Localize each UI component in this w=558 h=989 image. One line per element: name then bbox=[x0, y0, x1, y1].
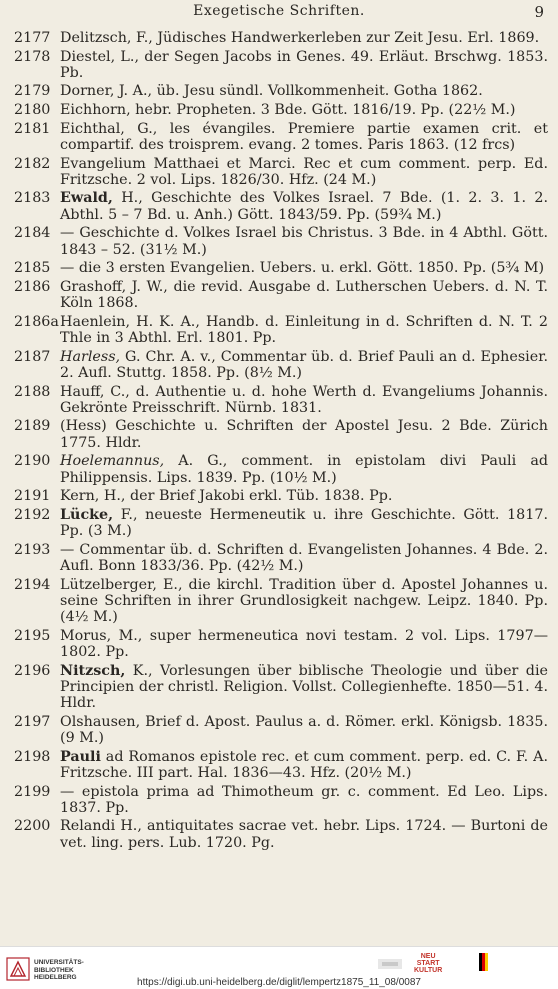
catalog-entry bbox=[0, 784, 558, 817]
permalink-url[interactable]: https://digi.ub.uni-heidelberg.de/diglit/lempertz1875_11_08/0087 bbox=[137, 977, 421, 988]
entry-text: die 3 ersten Evangelien. Uebers. u. erkl. Gött. 1850. Pp. (5¾ M) bbox=[74, 260, 545, 277]
entry-text: C., d. Authentie u. d. hohe Werth d. Evangeliums Johannis. Gekrönte Preisschrift. Nürnb. 1831. bbox=[60, 383, 548, 416]
federal-eagle-icon bbox=[478, 951, 492, 975]
entry-number: 2187 bbox=[14, 348, 51, 365]
entry-author: Pauli bbox=[60, 748, 101, 765]
catalog-entry bbox=[0, 349, 558, 382]
entry-text: G., les évangiles. Premiere partie examen crit. et compartif. des troisprem. evang. 2 tomes. Paris 1863. (12 frcs) bbox=[60, 120, 548, 153]
viewer-footer bbox=[0, 946, 558, 989]
entry-author: Haenlein, bbox=[60, 313, 131, 330]
entry-number: 2180 bbox=[14, 102, 51, 119]
entry-author: Harless, bbox=[60, 348, 121, 365]
entry-number: 2182 bbox=[14, 155, 51, 172]
catalog-entry bbox=[0, 628, 558, 661]
entry-number: 2178 bbox=[14, 48, 51, 65]
entry-text: M., super hermeneutica novi testam. 2 vol. Lips. 1797—1802. Pp. bbox=[60, 627, 548, 661]
entry-text: L., der Segen Jacobs in Genes. 49. Erläut. Brschwg. 1853. Pb. bbox=[60, 48, 548, 81]
entry-number: 2194 bbox=[14, 576, 51, 593]
entry-author: Olshausen, bbox=[60, 713, 141, 730]
catalog-entry bbox=[0, 384, 558, 417]
entry-text: hebr. Propheten. 3 Bde. Gött. 1816/19. Pp. (22½ M.) bbox=[130, 102, 516, 119]
entry-text: Matthaei et Marci. Rec et cum comment. perp. Ed. Fritzsche. 2 vol. Lips. 1826/30. Hfz. (24 M.) bbox=[60, 155, 548, 188]
entry-author: Morus, bbox=[60, 627, 112, 644]
entry-text: H., Geschichte des Volkes Israel. 7 Bde. (1. 2. 3. 1. 2. Abthl. 5 – 7 Bd. u. Anh.) Gött. 1843/59. Pp. (59¾ M.) bbox=[60, 190, 548, 223]
entry-number: 2190 bbox=[14, 453, 51, 470]
catalog-entry bbox=[0, 260, 558, 276]
entry-number: 2192 bbox=[14, 506, 51, 523]
catalog-entry bbox=[0, 225, 558, 258]
entry-number: 2177 bbox=[14, 30, 51, 46]
entry-author: — bbox=[60, 783, 75, 800]
entry-author: — bbox=[60, 541, 75, 558]
entry-author: Ewald, bbox=[60, 190, 113, 207]
entry-number: 2197 bbox=[14, 713, 51, 730]
entry-author: Kern, bbox=[60, 488, 100, 505]
entry-text: J. W., die revid. Ausgabe d. Lutherschen Uebers. d. N. T. Köln 1868. bbox=[60, 278, 548, 312]
catalog-entry bbox=[0, 121, 558, 154]
entry-author: Grashoff, bbox=[60, 278, 127, 295]
entry-author: Dorner, bbox=[60, 83, 115, 100]
catalog-entry bbox=[0, 663, 558, 712]
catalog-entry bbox=[0, 49, 558, 82]
catalog-entry bbox=[0, 83, 558, 99]
entry-author: — bbox=[60, 225, 75, 242]
catalog-entry bbox=[0, 102, 558, 118]
entry-text: H., der Brief Jakobi erkl. Tüb. 1838. Pp. bbox=[99, 488, 393, 505]
catalog-entry bbox=[0, 542, 558, 575]
page-number: 9 bbox=[534, 3, 544, 21]
catalog-entry bbox=[0, 279, 558, 312]
catalog-entry bbox=[0, 507, 558, 540]
entry-number: 2195 bbox=[14, 627, 51, 644]
entry-author: Hoelemannus, bbox=[60, 453, 165, 470]
entry-author: Eichthal, bbox=[60, 120, 125, 137]
entry-author: Relandi bbox=[60, 818, 116, 835]
entry-text: epistola prima ad Thimotheum gr. c. comment. Ed Leo. Lips. 1837. Pp. bbox=[60, 783, 548, 816]
entry-number: 2186 bbox=[14, 278, 51, 295]
entry-text: F., neueste Hermeneutik u. ihre Geschichte. Gött. 1817. Pp. (3 M.) bbox=[60, 506, 548, 540]
catalog-entry bbox=[0, 418, 558, 451]
partner-logo bbox=[370, 951, 410, 975]
entry-number: 2196 bbox=[14, 662, 51, 679]
entry-author: Evangelium bbox=[60, 155, 146, 172]
entry-text: J. A., üb. Jesu sündl. Vollkommenheit. Gotha 1862. bbox=[114, 83, 483, 100]
catalog-entry bbox=[0, 488, 558, 504]
entry-number: 2198 bbox=[14, 748, 51, 765]
entry-text: F., Jüdisches Handwerkerleben zur Zeit Jesu. Erl. 1869. bbox=[131, 30, 540, 46]
entry-number: 2193 bbox=[14, 541, 51, 558]
entry-author: Delitzsch, bbox=[60, 30, 132, 46]
ub-logo-text: UNIVERSITÄTS- BIBLIOTHEK HEIDELBERG bbox=[34, 959, 84, 981]
entry-author: Diestel, bbox=[60, 48, 116, 65]
entry-number: 2199 bbox=[14, 783, 51, 800]
entry-number: 2188 bbox=[14, 383, 51, 400]
running-title: Exegetische Schriften. bbox=[193, 3, 365, 19]
entry-number: 2181 bbox=[14, 120, 51, 137]
running-head bbox=[0, 3, 558, 23]
catalog-entry bbox=[0, 749, 558, 782]
catalog-entry bbox=[0, 30, 558, 46]
catalog-entries bbox=[0, 30, 558, 853]
catalog-entry bbox=[0, 453, 558, 486]
entry-number: 2200 bbox=[14, 818, 51, 835]
entry-text: H., antiquitates sacrae vet. hebr. Lips. 1724. — Burtoni de vet. ling. pers. Lub. 1720. Pg. bbox=[60, 818, 548, 851]
entry-number: 2191 bbox=[14, 488, 51, 505]
entry-author: Lützelberger, bbox=[60, 576, 157, 593]
entry-text: H. K. A., Handb. d. Einleitung in d. Schriften d. N. T. 2 Thle in 3 Abthl. Erl. 1801. Pp. bbox=[60, 313, 548, 347]
entry-number: 2183 bbox=[14, 190, 51, 207]
entry-author: Lücke, bbox=[60, 506, 114, 523]
entry-text: K., Vorlesungen über biblische Theologie und über die Principien der christl. Religion. Vollst. Collegienhefte. 1850—51. 4. Hldr. bbox=[60, 662, 548, 712]
entry-text: ad Romanos epistole rec. et cum comment. perp. ed. C. F. A. Fritzsche. III part. Hal. 1836—43. Hfz. (20½ M.) bbox=[60, 748, 548, 781]
entry-text: Commentar üb. d. Schriften d. Evangelisten Johannes. 4 Bde. 2. Aufl. Bonn 1833/36. Pp. (42½ M.) bbox=[60, 541, 548, 574]
federal-government-logo bbox=[478, 951, 556, 975]
catalog-entry bbox=[0, 156, 558, 189]
entry-text: A. G., comment. in epistolam divi Pauli ad Philippensis. Lips. 1839. Pp. (10½ M.) bbox=[60, 453, 548, 486]
entry-author: Nitzsch, bbox=[60, 662, 126, 679]
entry-number: 2189 bbox=[14, 418, 51, 435]
catalog-entry bbox=[0, 714, 558, 747]
entry-number: 2184 bbox=[14, 225, 51, 242]
entry-text: G. Chr. A. v., Commentar üb. d. Brief Pauli an d. Ephesier. 2. Aufl. Stuttg. 1858. Pp. (8½ M.) bbox=[60, 348, 548, 381]
catalog-entry bbox=[0, 577, 558, 626]
entry-number: 2179 bbox=[14, 83, 51, 100]
catalog-entry bbox=[0, 190, 558, 223]
partner-mark-icon bbox=[370, 951, 410, 975]
entry-number: 2185 bbox=[14, 260, 51, 277]
entry-text: Geschichte u. Schriften der Apostel Jesu. 2 Bde. Zürich 1775. Hldr. bbox=[60, 418, 548, 451]
entry-author: Hauff, bbox=[60, 383, 105, 400]
entry-text: E., die kirchl. Tradition über d. Apostel Johannes u. seine Schriften in ihrer Grundlosigkeit nachgew. Leipz. 1840. Pp. (4½ M.) bbox=[60, 576, 548, 626]
catalog-entry bbox=[0, 818, 558, 851]
entry-number: 2186a bbox=[14, 313, 59, 330]
entry-author: (Hess) bbox=[60, 418, 107, 435]
catalog-entry bbox=[0, 314, 558, 347]
entry-author: — bbox=[60, 260, 75, 277]
entry-text: Geschichte d. Volkes Israel bis Christus. 3 Bde. in 4 Abthl. Gött. 1843 – 52. (31½ M.) bbox=[60, 225, 548, 258]
entry-author: Eichhorn, bbox=[60, 102, 131, 119]
neustart-kultur-logo: NEU START KULTUR bbox=[414, 953, 443, 974]
entry-text: Brief d. Apost. Paulus a. d. Römer. erkl. Königsb. 1835. (9 M.) bbox=[60, 713, 548, 747]
